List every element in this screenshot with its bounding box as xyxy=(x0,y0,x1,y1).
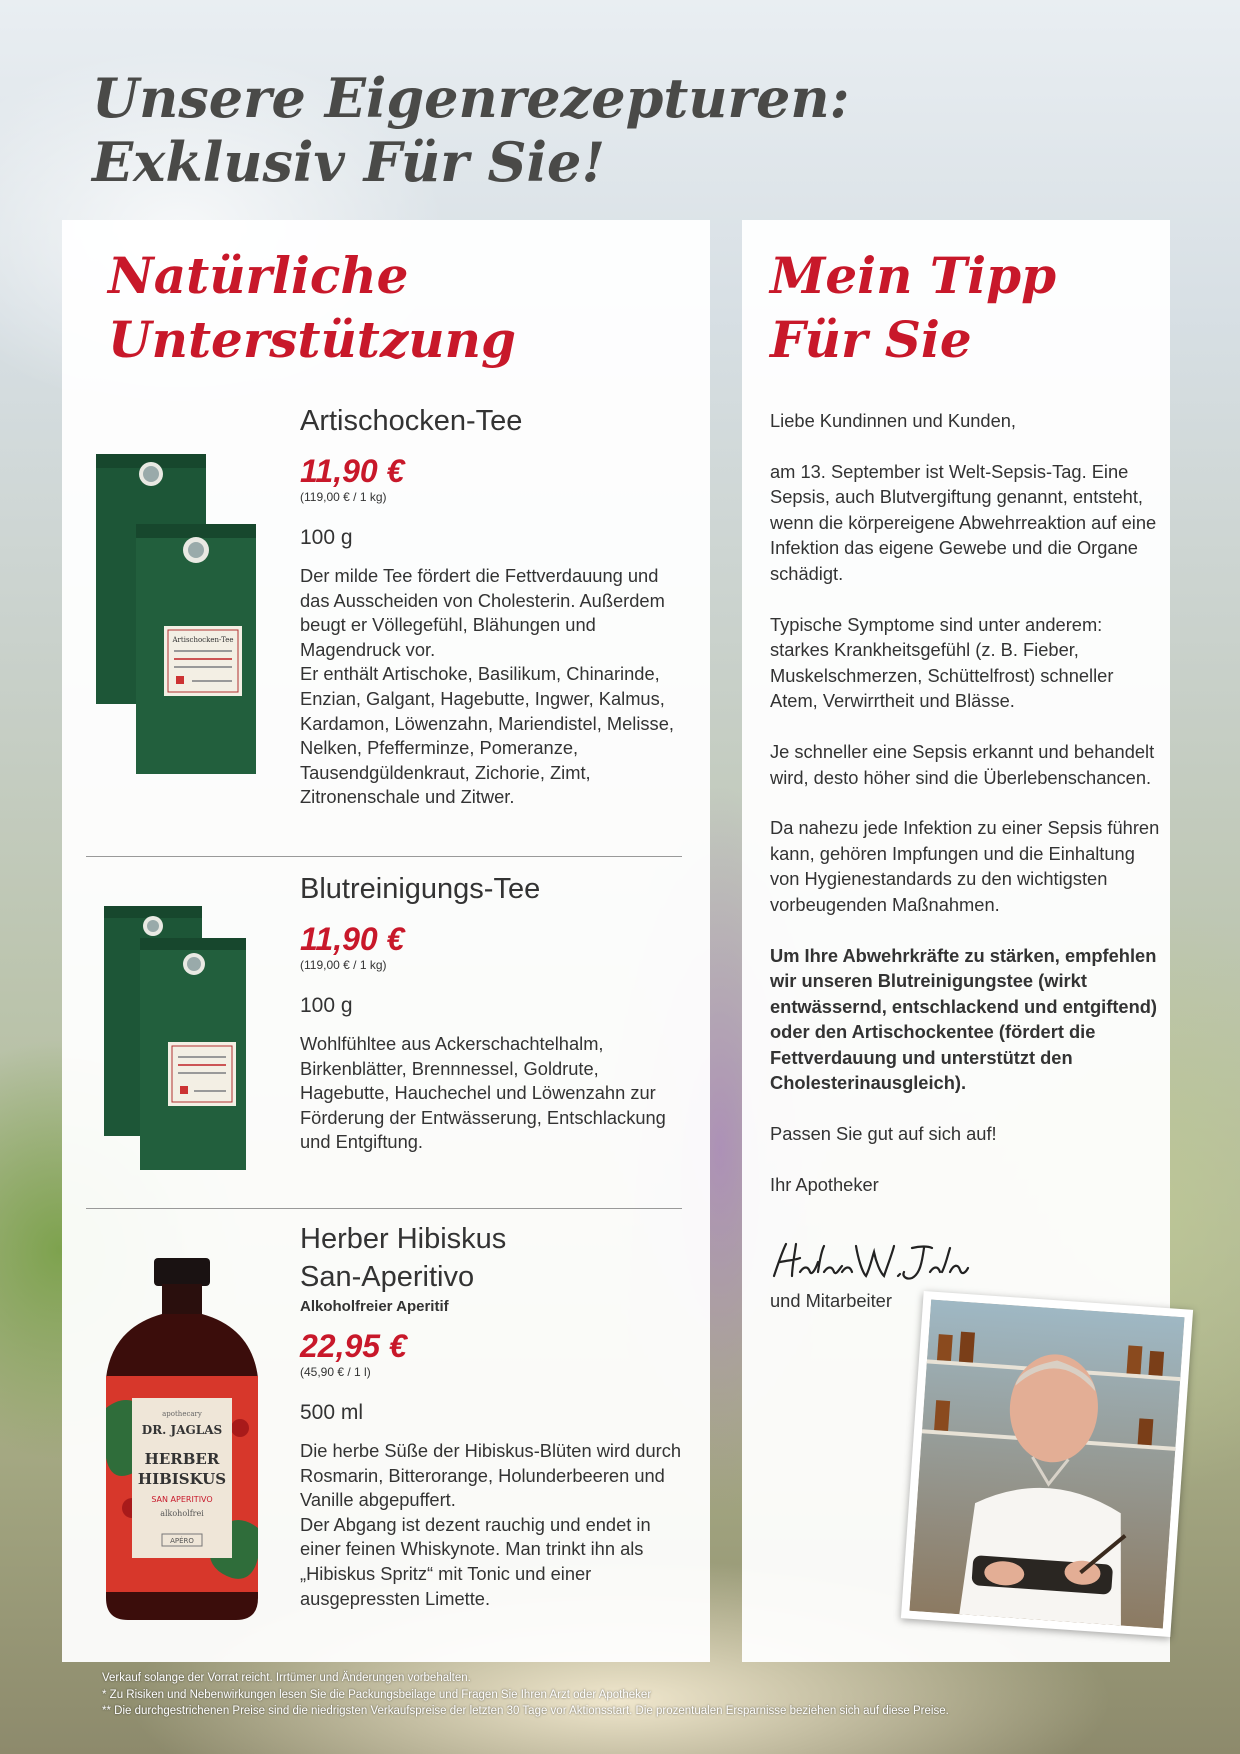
product-info xyxy=(300,402,690,810)
bottle-label-brand: DR. JAGLAS xyxy=(141,1423,223,1437)
product-size: 500 ml xyxy=(300,1401,364,1424)
product-description: Die herbe Süße der Hibiskus-Blüten wird durch Rosmarin, Bitterorange, Holunderbeeren und Vanille abgepuffert. Der Abgang ist dezent rauchig und endet in einer feinen Whiskynote. Man trinkt ihn als „Hibiskus Spritz“ mit Tonic und einer ausgepressten Limette. xyxy=(300,1440,682,1609)
headline-line2: Exklusiv Für Sie! xyxy=(92,130,606,194)
product-herber-hibiskus xyxy=(62,1220,710,1640)
bottle-image xyxy=(92,1258,272,1628)
product-price: 11,90 € xyxy=(300,921,405,957)
tea-bag-image xyxy=(100,902,290,1172)
left-title-line2: Unterstützung xyxy=(108,310,516,369)
letter-recommendation: Um Ihre Abwehrkräfte zu stärken, empfehlen wir unseren Blutreinigungstee (wirkt entwässernd, entschlackend und entgiftend) oder den Artischockentee (fördert die Fettverdauung und unterstützt den Cholesterinausgleich). xyxy=(770,944,1158,1094)
footer-notes xyxy=(102,1670,1182,1720)
footer-line3: ** Die durchgestrichenen Preise sind die niedrigsten Verkaufspreise der letzten 30 Tage vor Aktionsstart. Die prozentualen Ersparnisse beziehen sich auf diese Preise. xyxy=(102,1705,949,1717)
product-name-line1: Herber Hibiskus xyxy=(300,1223,507,1255)
footer-line1: Verkauf solange der Vorrat reicht. Irrtümer und Änderungen vorbehalten. xyxy=(102,1672,471,1684)
left-title-line1: Natürliche xyxy=(108,246,409,305)
product-info xyxy=(300,870,690,1155)
product-unit-price: (45,90 € / 1 l) xyxy=(300,1365,371,1379)
letter-sign-outro: und Mitarbeiter xyxy=(770,1290,892,1311)
product-unit-price: (119,00 € / 1 kg) xyxy=(300,958,387,972)
divider xyxy=(86,856,682,857)
product-size: 100 g xyxy=(300,994,353,1017)
footer-line2: * Zu Risiken und Nebenwirkungen lesen Sie die Packungsbeilage und Fragen Sie Ihren Arzt oder Apotheker xyxy=(102,1688,652,1701)
right-title-line2: Für Sie xyxy=(770,310,972,369)
letter-paragraph: Liebe Kundinnen und Kunden, xyxy=(770,410,1017,431)
product-name: Artischocken-Tee xyxy=(300,405,523,437)
right-title-line1: Mein Tipp xyxy=(770,246,1057,305)
product-subtitle: Alkoholfreier Aperitif xyxy=(300,1298,449,1315)
product-price: 11,90 € xyxy=(300,453,405,489)
letter-closing: Passen Sie gut auf sich auf! xyxy=(770,1123,997,1145)
pharmacist-photo xyxy=(901,1291,1193,1637)
product-name: Blutreinigungs-Tee xyxy=(300,873,541,905)
letter-paragraph: Typische Symptome sind unter anderem: starkes Krankheitsgefühl (z. B. Fieber, Muskelschmerzen, Schüttelfrost) schneller Atem, Verwirrtheit und Blässe. xyxy=(770,613,1114,712)
bottle-label-tag: SAN APERITIVO xyxy=(151,1495,213,1504)
tip-letter xyxy=(770,408,1162,1197)
page-headline xyxy=(92,66,850,194)
left-panel xyxy=(62,220,710,1662)
product-blutreinigungs-tee xyxy=(62,870,710,1170)
letter-paragraph: am 13. September ist Welt-Sepsis-Tag. Eine Sepsis, auch Blutvergiftung genannt, entsteht, wenn die körpereigene Abwehrreaktion auf eine Infektion das eigene Gewebe und die Organe schädigt. xyxy=(770,460,1157,584)
divider xyxy=(86,1208,682,1209)
tea-bag-image xyxy=(92,446,282,776)
product-description: Der milde Tee fördert die Fettverdauung und das Ausscheiden von Cholesterin. Außerdem beugt er Völlegefühl, Blähungen und Magendruck vor. Er enthält Artischoke, Basilikum, Chinarinde, Enzian, Galgant, Hagebutte, Ingwer, Kalmus, Kardamon, Löwenzahn, Mariendistel, Melisse, Nelken, Pfefferminze, Pomeranze, Tausendgüldenkraut, Zichorie, Zimt, Zitronenschale und Zitwer. xyxy=(300,565,674,808)
product-price: 22,95 € xyxy=(300,1328,407,1364)
letter-paragraph: Je schneller eine Sepsis erkannt und behandelt wird, desto höher sind die Überlebenschancen. xyxy=(770,740,1155,788)
bottle-label-bottom: APÉRO xyxy=(170,1537,194,1545)
product-artischocken-tee xyxy=(62,402,710,808)
bottle-label-name1: HERBER xyxy=(144,1450,220,1468)
bottle-label-name2: HIBISKUS xyxy=(137,1470,227,1488)
headline-line1: Unsere Eigenrezepturen: xyxy=(92,66,850,130)
tea-bag-label-text: Artischocken-Tee xyxy=(172,636,234,644)
bottle-label-tag2: alkoholfrei xyxy=(160,1509,204,1518)
signature xyxy=(770,1238,970,1284)
product-unit-price: (119,00 € / 1 kg) xyxy=(300,490,387,504)
product-name-line2: San-Aperitivo xyxy=(300,1261,475,1293)
product-size: 100 g xyxy=(300,526,353,549)
right-panel-title xyxy=(770,244,1056,372)
product-info xyxy=(300,1220,690,1611)
letter-paragraph: Da nahezu jede Infektion zu einer Sepsis führen kann, gehören Impfungen und die Einhaltung von Hygienestandards zu den wichtigsten vorbeugenden Maßnahmen. xyxy=(770,817,1160,915)
product-description: Wohlfühltee aus Ackerschachtelhalm, Birkenblätter, Brennnessel, Goldrute, Hagebutte, Hauchechel und Löwenzahn zur Förderung der Entwässerung, Entschlackung und Entgiftung. xyxy=(300,1033,666,1153)
left-panel-title xyxy=(108,244,516,372)
letter-sign-intro: Ihr Apotheker xyxy=(770,1173,879,1195)
bottle-label-small: apothecary xyxy=(162,1410,202,1418)
